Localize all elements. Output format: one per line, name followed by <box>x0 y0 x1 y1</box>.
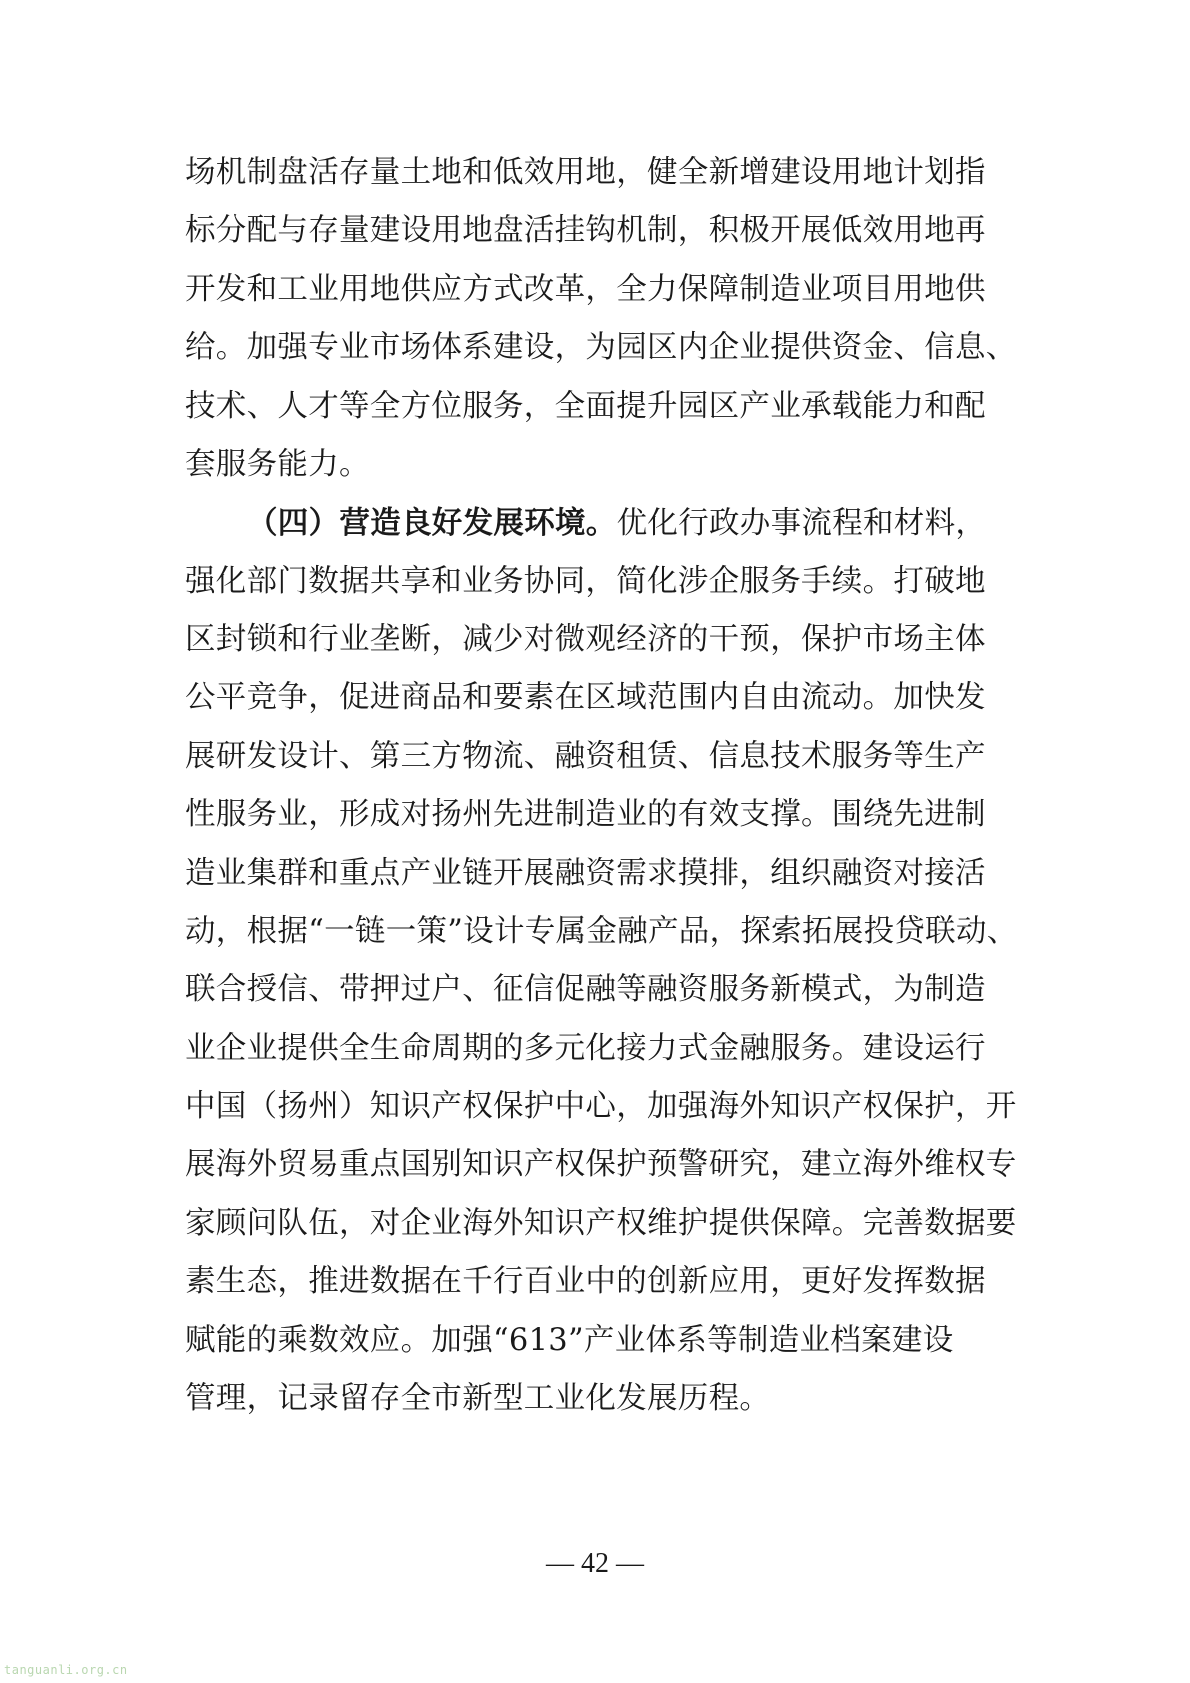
body-text-line: 动，根据“一链一策”设计专属金融产品，探索拓展投贷联动、 <box>185 914 1018 949</box>
site-watermark: tanguanli.org.cn <box>4 1663 128 1677</box>
body-text-line: 业企业提供全生命周期的多元化接力式金融服务。建设运行 <box>185 1031 986 1066</box>
body-text-line: 家顾问队伍，对企业海外知识产权维护提供保障。完善数据要 <box>185 1206 1017 1241</box>
body-text-line: 开发和工业用地供应方式改革，全力保障制造业项目用地供 <box>185 272 986 307</box>
body-text-line: 中国（扬州）知识产权保护中心，加强海外知识产权保护，开 <box>185 1089 1017 1124</box>
body-text-line: 区封锁和行业垄断，减少对微观经济的干预，保护市场主体 <box>185 622 986 657</box>
section-heading: （四）营造良好发展环境。 <box>247 505 617 541</box>
body-text-line: 标分配与存量建设用地盘活挂钩机制，积极开展低效用地再 <box>185 213 986 248</box>
body-text-line: 场机制盘活存量土地和低效用地，健全新增建设用地计划指 <box>185 155 986 190</box>
body-text-line: 赋能的乘数效应。加强“613”产业体系等制造业档案建设 <box>185 1323 954 1358</box>
body-text-line: 管理，记录留存全市新型工业化发展历程。 <box>185 1381 771 1416</box>
section-first-line-text: 优化行政办事流程和材料， <box>616 506 987 541</box>
body-text-line: 展海外贸易重点国别知识产权保护预警研究，建立海外维权专 <box>185 1147 1017 1182</box>
body-text-line: 给。加强专业市场体系建设，为园区内企业提供资金、信息、 <box>185 330 1017 365</box>
body-text-line: 套服务能力。 <box>185 447 370 482</box>
section-first-line <box>247 501 1015 545</box>
body-text-line: 技术、人才等全方位服务，全面提升园区产业承载能力和配 <box>185 389 986 424</box>
body-text-line: 造业集群和重点产业链开展融资需求摸排，组织融资对接活 <box>185 856 986 891</box>
body-text-line: 性服务业，形成对扬州先进制造业的有效支撑。围绕先进制 <box>185 797 986 832</box>
page-number: — 42 — <box>546 1548 644 1579</box>
body-text-line: 素生态，推进数据在千行百业中的创新应用，更好发挥数据 <box>185 1264 986 1299</box>
body-text-line: 公平竞争，促进商品和要素在区域范围内自由流动。加快发 <box>185 680 986 715</box>
body-text-line: 联合授信、带押过户、征信促融等融资服务新模式，为制造 <box>185 972 986 1007</box>
body-text-line: 强化部门数据共享和业务协同，简化涉企服务手续。打破地 <box>185 564 986 599</box>
body-text-line: 展研发设计、第三方物流、融资租赁、信息技术服务等生产 <box>185 739 986 774</box>
